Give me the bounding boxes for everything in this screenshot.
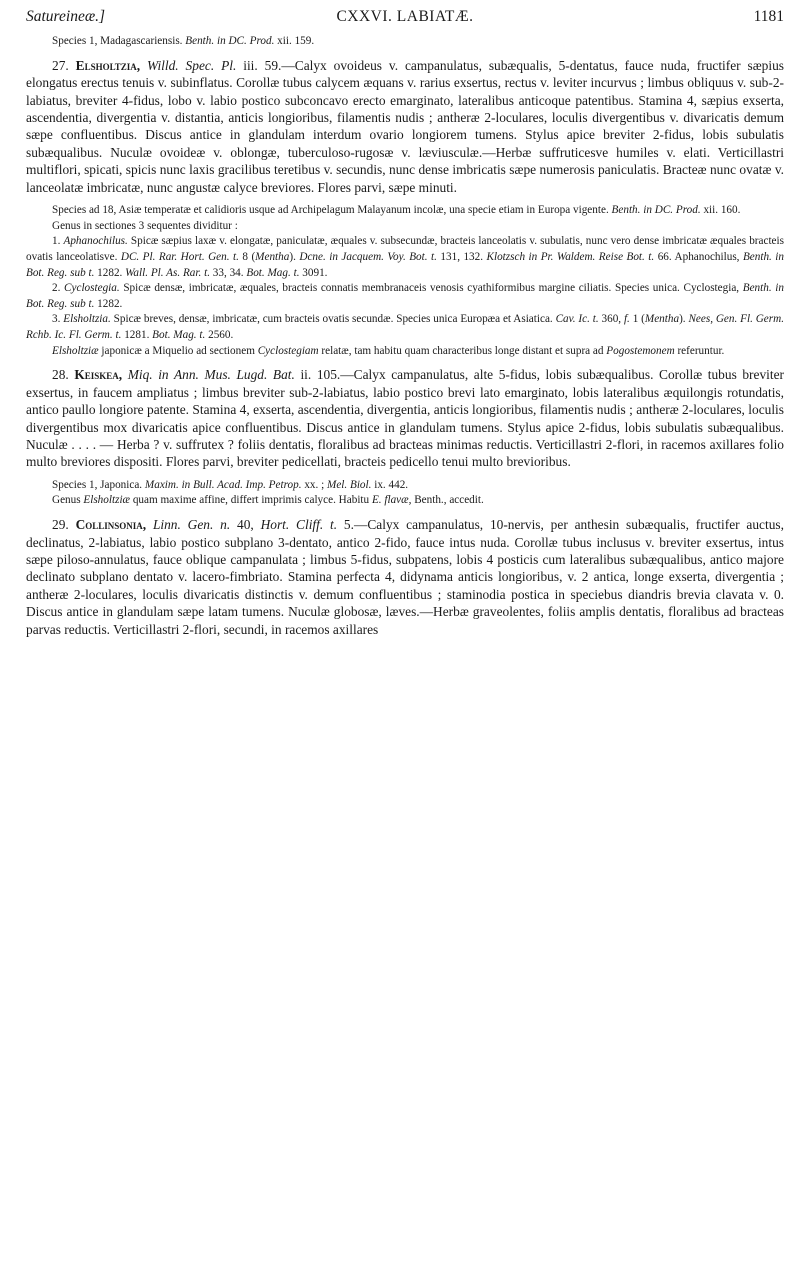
note-paragraph <box>26 478 784 494</box>
note-paragraph <box>26 344 784 360</box>
italic-text: Benth. in DC. Prod. <box>611 204 701 217</box>
text-run: 1. <box>52 235 64 248</box>
italic-text: Benth. in Bot. Reg. sub t. <box>26 251 785 279</box>
italic-text: Elsholtziæ <box>83 494 131 507</box>
text-run: ). <box>289 251 300 263</box>
italic-text: Willd. Spec. Pl. <box>147 57 237 73</box>
italic-text: Klotzsch in Pr. Waldem. Reise Bot. t. <box>486 251 655 263</box>
text-run: 2560. <box>205 328 234 341</box>
page-number: 1181 <box>753 8 784 25</box>
text-run: xii. 159. <box>274 35 315 47</box>
note-paragraph <box>26 493 784 509</box>
italic-text: Cyclostegiam <box>257 344 319 357</box>
text-run: 27. <box>52 57 76 73</box>
text-run: xii. 160. <box>700 204 741 217</box>
note-paragraph <box>26 312 784 343</box>
italic-text: Miq. in Ann. Mus. Lugd. Bat. <box>127 367 295 383</box>
text-run: referuntur. <box>674 344 725 357</box>
text-run: Genus in sectiones 3 sequentes dividitur : <box>52 219 238 232</box>
genus-name: Collinsonia, <box>75 517 147 533</box>
text-run: ). <box>679 313 689 326</box>
text-run: 1281. <box>121 328 153 341</box>
text-run: 5.—Calyx campanulatus, 10-nervis, per anthesin subæqualis, fructifer auctus, declinatus, 2-labiatus, labio postico subplano 3-dentato, antico 2-fido, fauce intus nuda. Corollæ tubus inclusus v. breviter exsertus, intus sæpe piloso-annulatus, fauce oblique campanulata ; limbus 5-fidus, subpatens, lobis 4 posticis cum lateralibus subæqualibus, antico majore declinato subplano dentato v. lacero-fimbriato. Stamina perfecta 4, didynama anticis longioribus, v. 2 antica, longe exserta, divergentia ; antheræ 2-loculares, loculis divaricatis distinctis v. demum confluentibus ; staminodia postica in speciebus diandris brevia clavata v. 0. Discus antice in glandulam sæpe latam tumens. Nuculæ globosæ, læves.—Herbæ graveolentes, foliis amplis dentatis, floralibus ad bracteas parvas reductis. Verticillastri 2-flori, secundi, in racemos axillares <box>26 517 784 637</box>
genus-description <box>26 57 784 197</box>
text-run: 3. <box>52 313 64 326</box>
genus-description <box>26 366 784 471</box>
text-run: 360, <box>598 313 624 326</box>
running-header <box>26 8 784 30</box>
italic-text: Bot. Mag. t. <box>246 266 300 279</box>
text-run: 33, 34. <box>210 266 247 279</box>
italic-text: Mentha <box>255 251 290 263</box>
genus-name: Elsholtzia, <box>75 57 141 73</box>
genus-description <box>26 516 784 638</box>
text-run: Spicæ sæpius laxæ v. elongatæ, paniculatæ, æquales v. subsecundæ, bracteis lanceolatis v. subulatis, nunc vero dense imbricatæ æquales bracteis ovatis lanceolatisve. <box>26 235 784 263</box>
italic-text: Elsholtzia. <box>63 313 111 326</box>
italic-text: Maxim. in Bull. Acad. Imp. Petrop. <box>144 478 302 491</box>
italic-text: Aphanochilus. <box>63 235 128 248</box>
note-paragraph <box>26 203 784 219</box>
italic-text: Hort. Cliff. t. <box>260 517 338 533</box>
text-run: Benth., accedit. <box>411 494 484 507</box>
text-run: relatæ, tam habitu quam characteribus longe distant et supra ad <box>318 344 607 357</box>
text-run: iii. 59.—Calyx ovoideus v. campanulatus, subæqualis, 5-dentatus, fauce nuda, fructifer sæpius elongatus erectus tenuis v. subinflatus. Corollæ tubus calycem æquans v. rarius exsertus, rectus v. leviter incurvus ; limbus obliquus v. sub-2-labiatus, breviter 4-fidus, lobo v. labio postico subconcavo erecto emarginato, lateralibus anticoque patentibus. Stamina 4, sæpius exserta, ascendentia, divergentia v. distantia, anticis longioribus, filamentis nudis ; antheræ 2-loculares, loculis divergentibus v. divaricatis demum sæpe confluentibus. Discus antice in glandulam interdum ovario longiorem tumens. Stylus apice breviter 2-fidus, lobis subulatis subæqualibus. Nuculæ ovoideæ v. oblongæ, tuberculoso-rugosæ v. læviusculæ.—Herbæ suffruticesve humiles v. elati. Verticillastri multiflori, spicati, spicis nunc laxis gracilibus teretibus v. secundis, nunc dense imbricatis sæpe numerosis paniculatis. Bracteæ nunc ovatæ v. lanceolatæ imbricatæ, nunc angustæ calyce breviores. Flores parvi, sæpe minuti. <box>26 57 784 195</box>
text-run: quam maxime affine, differt imprimis calyce. Habitu <box>130 494 372 507</box>
italic-text: E. flavæ, <box>371 494 412 507</box>
italic-text: Wall. Pl. As. Rar. t. <box>125 266 210 279</box>
text-run <box>146 517 153 532</box>
text-run: ii. 105.—Calyx campanulatus, alte 5-fidus, lobis subæqualibus. Corollæ tubus breviter exsertus, in faucem ampliatus ; limbus breviter sub-2-labiatus, labio postico brevi lato emarginato, lobis lateralibus æquilongis rotundatis, antico paullo longiore patente. Stamina 4, exserta, ascendentia, divergentia, anticis longioribus, filamentis nudis ; antheræ 2-loculares, loculis divergentibus mox divaricatis apice confluentibus. Discus antice in glandulam tumens. Stylus apice 2-fidus, lobis subulatis subæqualibus. Nuculæ . . . . — Herba ? v. suffrutex ? foliis dentatis, floralibus ad bracteas minimas reductis. Verticillastri 2-flori, in racemos axillares folio multo breviores dispositi. Flores parvi, breviter pedicellati, bracteis pedicello tenui multo brevioribus. <box>26 367 785 470</box>
text-run: 29. <box>52 517 76 533</box>
text-run: 1282. <box>94 266 126 279</box>
text-run: Spicæ breves, densæ, imbricatæ, cum bracteis ovatis secundæ. Species unica Europæa et Asiatica. <box>110 313 556 326</box>
text-run: 2. <box>52 282 65 295</box>
text-run: Species 1, Japonica. <box>52 478 145 491</box>
note-paragraph <box>26 219 784 235</box>
italic-text: Elsholtziæ <box>52 344 99 357</box>
italic-text: Mentha <box>644 313 680 326</box>
italic-text: Dcne. in Jacquem. Voy. Bot. t. <box>299 251 437 263</box>
text-run: 40, <box>230 517 261 533</box>
text-run: 3091. <box>299 266 328 279</box>
text-run: Species ad 18, Asiæ temperatæ et calidioris usque ad Archipelagum Malayanum incolæ, una specie etiam in Europa vigente. <box>52 204 612 217</box>
italic-text: Linn. Gen. n. <box>152 517 231 533</box>
text-run: 1 ( <box>629 313 645 326</box>
page-body <box>26 34 784 638</box>
text-run: xx. ; <box>301 478 327 491</box>
italic-text: Benth. in Bot. Reg. sub t. <box>26 282 784 310</box>
header-section: Satureineæ.] <box>26 8 106 25</box>
text-run: 131, 132. <box>436 251 487 263</box>
text-run: 66. Aphanochilus, <box>654 251 743 263</box>
genus-name: Keiskea, <box>74 367 123 383</box>
text-run: japonicæ a Miquelio ad sectionem <box>98 344 258 357</box>
note-paragraph <box>26 234 784 281</box>
italic-text: Benth. in DC. Prod. <box>185 35 275 47</box>
text-run: Species 1, Madagascariensis. <box>52 35 186 47</box>
text-run <box>140 58 147 73</box>
italic-text: Cyclostegia. <box>64 282 120 295</box>
text-run: Genus <box>52 494 84 507</box>
italic-text: Pogostemonem <box>606 344 675 357</box>
text-run: Spicæ densæ, imbricatæ, æquales, bracteis connatis membranaceis venosis cyathiformibus margine ciliatis. Species unica. Cyclostegia, <box>119 282 743 295</box>
italic-text: Nees, Gen. Fl. Germ. Rchb. Ic. Fl. Germ. t. <box>26 313 785 341</box>
text-run: 1282. <box>94 297 123 310</box>
italic-text: Cav. Ic. t. <box>555 313 599 326</box>
italic-text: DC. Pl. Rar. Hort. Gen. t. <box>120 251 239 263</box>
note-paragraph <box>26 281 784 312</box>
italic-text: f. <box>623 313 630 326</box>
italic-text: Mel. Biol. <box>327 478 372 491</box>
text-run: ix. 442. <box>371 478 409 491</box>
text-run: 28. <box>52 367 75 383</box>
italic-text: Bot. Mag. t. <box>152 328 206 341</box>
note-paragraph <box>26 34 784 50</box>
text-run: 8 ( <box>238 251 256 263</box>
header-title: CXXVI. LABIATÆ. <box>336 8 474 25</box>
